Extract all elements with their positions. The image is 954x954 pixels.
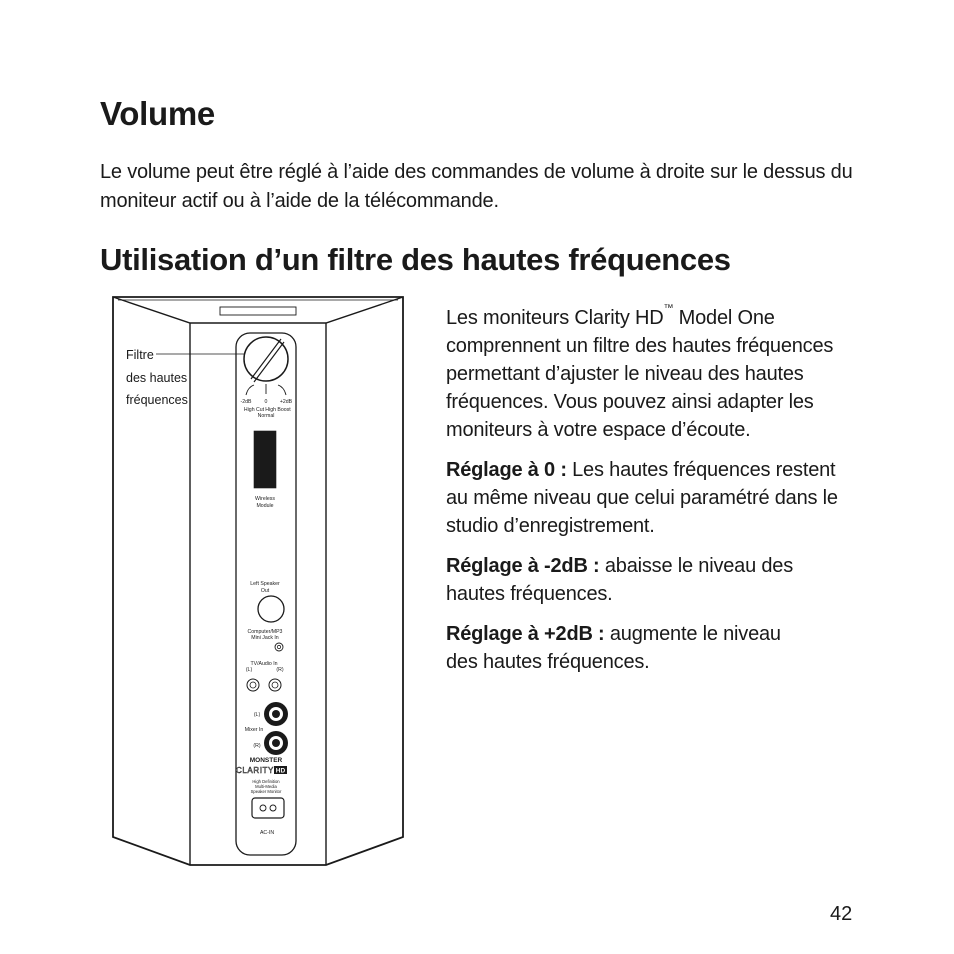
mixer-in-label: Mixer In <box>244 727 264 733</box>
left-speaker-out-label-1: Left Speaker <box>250 581 280 587</box>
wireless-label-1: Wireless <box>255 496 275 502</box>
product-hd-text: HD <box>275 767 286 775</box>
callout-line-3: fréquences <box>126 393 188 407</box>
callout-line-2: des hautes <box>126 370 188 385</box>
tv-in-right-label: (R) <box>276 667 284 673</box>
wireless-label-2: Module <box>256 503 274 509</box>
tv-in-left-label: (L) <box>245 667 253 673</box>
tv-in-label: TV/Audio In <box>250 661 278 667</box>
figure-callout <box>126 344 188 412</box>
intro-text-end: Model One comprennent un filtre des hautes fréquences permettant d’ajuster le niveau des hautes fréquences. Vous pouvez ainsi adapter les moniteurs à votre espace d’écoute. <box>446 307 834 441</box>
knob-scale-zero: 0 <box>264 399 268 405</box>
knob-label-high-boost: High Boost <box>265 407 291 413</box>
setting-minus2-label: Réglage à -2dB : <box>446 555 600 577</box>
mixer-in-left-label: (L) <box>253 712 261 718</box>
setting-0-text: Les hautes fréquences restent au même niveau que celui paramétré dans le studio d’enregistrement. <box>446 459 838 537</box>
left-speaker-out-label-2: Out <box>260 588 270 594</box>
product-desc-2: Multi-Media <box>255 784 277 789</box>
section-title-volume: Volume <box>100 95 215 132</box>
clarity-hd-logo <box>236 766 287 775</box>
callout-line-1: Filtre <box>126 348 154 362</box>
computer-in-label-1: Computer/MP3 <box>247 629 283 635</box>
volume-paragraph: Le volume peut être réglé à l’aide des commandes de volume à droite sur le dessus du moniteur actif ou à l’aide de la télécommande. <box>100 161 853 212</box>
setting-0-label: Réglage à 0 : <box>446 459 567 481</box>
product-desc-1: High Definition <box>252 779 280 784</box>
knob-label-normal: Normal <box>257 413 275 419</box>
mixer-in-right-label: (R) <box>253 743 261 749</box>
setting-minus2-text: abaisse le niveau des hautes fréquences. <box>446 555 794 605</box>
ac-in-label: AC-IN <box>259 830 275 836</box>
knob-scale-minus: -2dB <box>240 399 252 405</box>
setting-plus2-label: Réglage à +2dB : <box>446 623 605 645</box>
knob-scale-plus: +2dB <box>279 399 293 405</box>
setting-minus2 <box>446 552 796 608</box>
setting-0 <box>446 456 856 540</box>
knob-label-high-cut: High Cut <box>243 407 265 413</box>
product-desc-3: Speaker Monitor <box>250 789 282 794</box>
product-text: CLARITY <box>236 766 274 775</box>
filter-description <box>446 304 856 688</box>
computer-in-label-2: Mini Jack In <box>251 635 279 641</box>
brand-text: MONSTER <box>249 757 283 764</box>
page-number: 42 <box>830 903 853 925</box>
filter-intro <box>446 304 856 444</box>
setting-plus2 <box>446 620 816 676</box>
monster-logo <box>250 757 283 764</box>
section-title-filter: Utilisation d’un filtre des hautes fréquences <box>100 242 731 277</box>
trademark-symbol: ™ <box>663 303 674 314</box>
setting-plus2-text: augmente le niveau des hautes fréquences. <box>446 623 781 673</box>
intro-text-start: Les moniteurs Clarity HD <box>446 307 664 329</box>
